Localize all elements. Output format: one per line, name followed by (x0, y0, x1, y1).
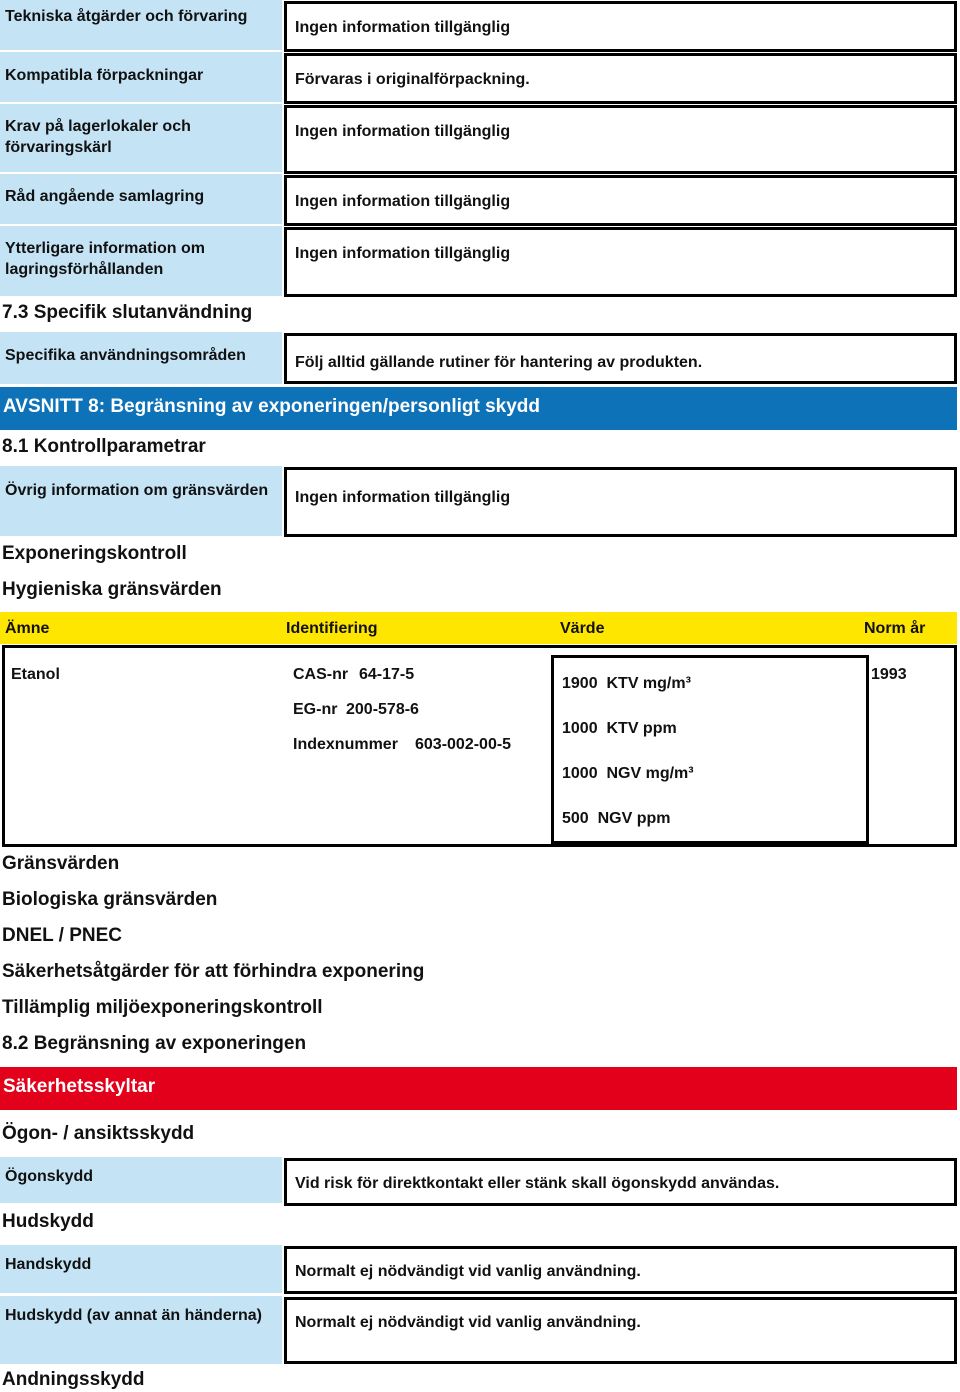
cell-norm-year: 1993 (871, 666, 907, 683)
label-other-skin-protection: Hudskydd (av annat än händerna) (0, 1296, 282, 1364)
value-other-skin-protection: Normalt ej nödvändigt vid vanlig användning. (284, 1297, 957, 1364)
limits-table-header (0, 612, 957, 644)
value-co-storage: Ingen information tillgänglig (284, 175, 957, 226)
header-value: Värde (560, 620, 605, 637)
header-identification: Identifiering (286, 620, 378, 637)
heading-safety-measures: Säkerhetsåtgärder för att förhindra exponering (2, 961, 425, 982)
heading-8-2: 8.2 Begränsning av exponeringen (2, 1033, 307, 1054)
value-specific-uses: Följ alltid gällande rutiner för hantering av produkten. (284, 333, 957, 384)
cell-id-value: 64-17-5 (359, 666, 415, 683)
label-storage-conditions: Ytterligare information om lagringsförhållanden (0, 226, 282, 296)
section-8-banner: AVSNITT 8: Begränsning av exponeringen/personligt skydd (0, 387, 957, 430)
label-technical-measures: Tekniska åtgärder och förvaring (0, 0, 282, 50)
cell-id-value: 200-578-6 (346, 701, 419, 718)
limits-table-row (2, 645, 957, 847)
heading-biological-limits: Biologiska gränsvärden (2, 889, 218, 910)
safety-signs-banner: Säkerhetsskyltar (0, 1067, 957, 1110)
label-hand-protection: Handskydd (0, 1245, 282, 1293)
heading-exposure-control: Exponeringskontroll (2, 543, 187, 564)
label-co-storage: Råd angående samlagring (0, 174, 282, 224)
heading-7-3: 7.3 Specifik slutanvändning (2, 302, 253, 323)
label-eye-protection: Ögonskydd (0, 1157, 282, 1203)
value-storage-conditions: Ingen information tillgänglig (284, 227, 957, 297)
heading-hygiene-limits: Hygieniska gränsvärden (2, 579, 222, 600)
heading-dnel-pnec: DNEL / PNEC (2, 925, 123, 946)
cell-limit-value: 500 NGV ppm (562, 810, 671, 827)
values-box (551, 655, 869, 844)
value-technical-measures: Ingen information tillgänglig (284, 1, 957, 52)
label-specific-uses: Specifika användningsområden (0, 332, 282, 384)
header-substance: Ämne (5, 620, 50, 637)
heading-8-1: 8.1 Kontrollparametrar (2, 436, 206, 457)
label-compatible-packaging: Kompatibla förpackningar (0, 52, 282, 102)
cell-id-value: 603-002-00-5 (415, 736, 512, 753)
value-storage-requirements: Ingen information tillgänglig (284, 105, 957, 174)
label-storage-requirements: Krav på lagerlokaler och förvaringskärl (0, 104, 282, 172)
label-other-limit-info: Övrig information om gränsvärden (0, 466, 282, 536)
cell-limit-value: 1000 KTV ppm (562, 720, 677, 737)
value-eye-protection: Vid risk för direktkontakt eller stänk skall ögonskydd användas. (284, 1158, 957, 1206)
heading-respiratory: Andningsskydd (2, 1369, 145, 1390)
cell-limit-value: 1900 KTV mg/m³ (562, 675, 691, 692)
cell-id-label: EG-nr (293, 701, 338, 718)
cell-substance: Etanol (11, 666, 60, 683)
value-compatible-packaging: Förvaras i originalförpackning. (284, 53, 957, 104)
value-other-limit-info: Ingen information tillgänglig (284, 467, 957, 537)
heading-skin: Hudskydd (2, 1211, 94, 1232)
cell-id-label: CAS-nr (293, 666, 349, 683)
cell-id-label: Indexnummer (293, 736, 398, 753)
heading-limit-values: Gränsvärden (2, 853, 120, 874)
value-hand-protection: Normalt ej nödvändigt vid vanlig användning. (284, 1246, 957, 1294)
heading-eye-face: Ögon- / ansiktsskydd (2, 1123, 195, 1144)
cell-limit-value: 1000 NGV mg/m³ (562, 765, 694, 782)
header-norm-year: Norm år (864, 620, 926, 637)
heading-env-exposure: Tillämplig miljöexponeringskontroll (2, 997, 323, 1018)
